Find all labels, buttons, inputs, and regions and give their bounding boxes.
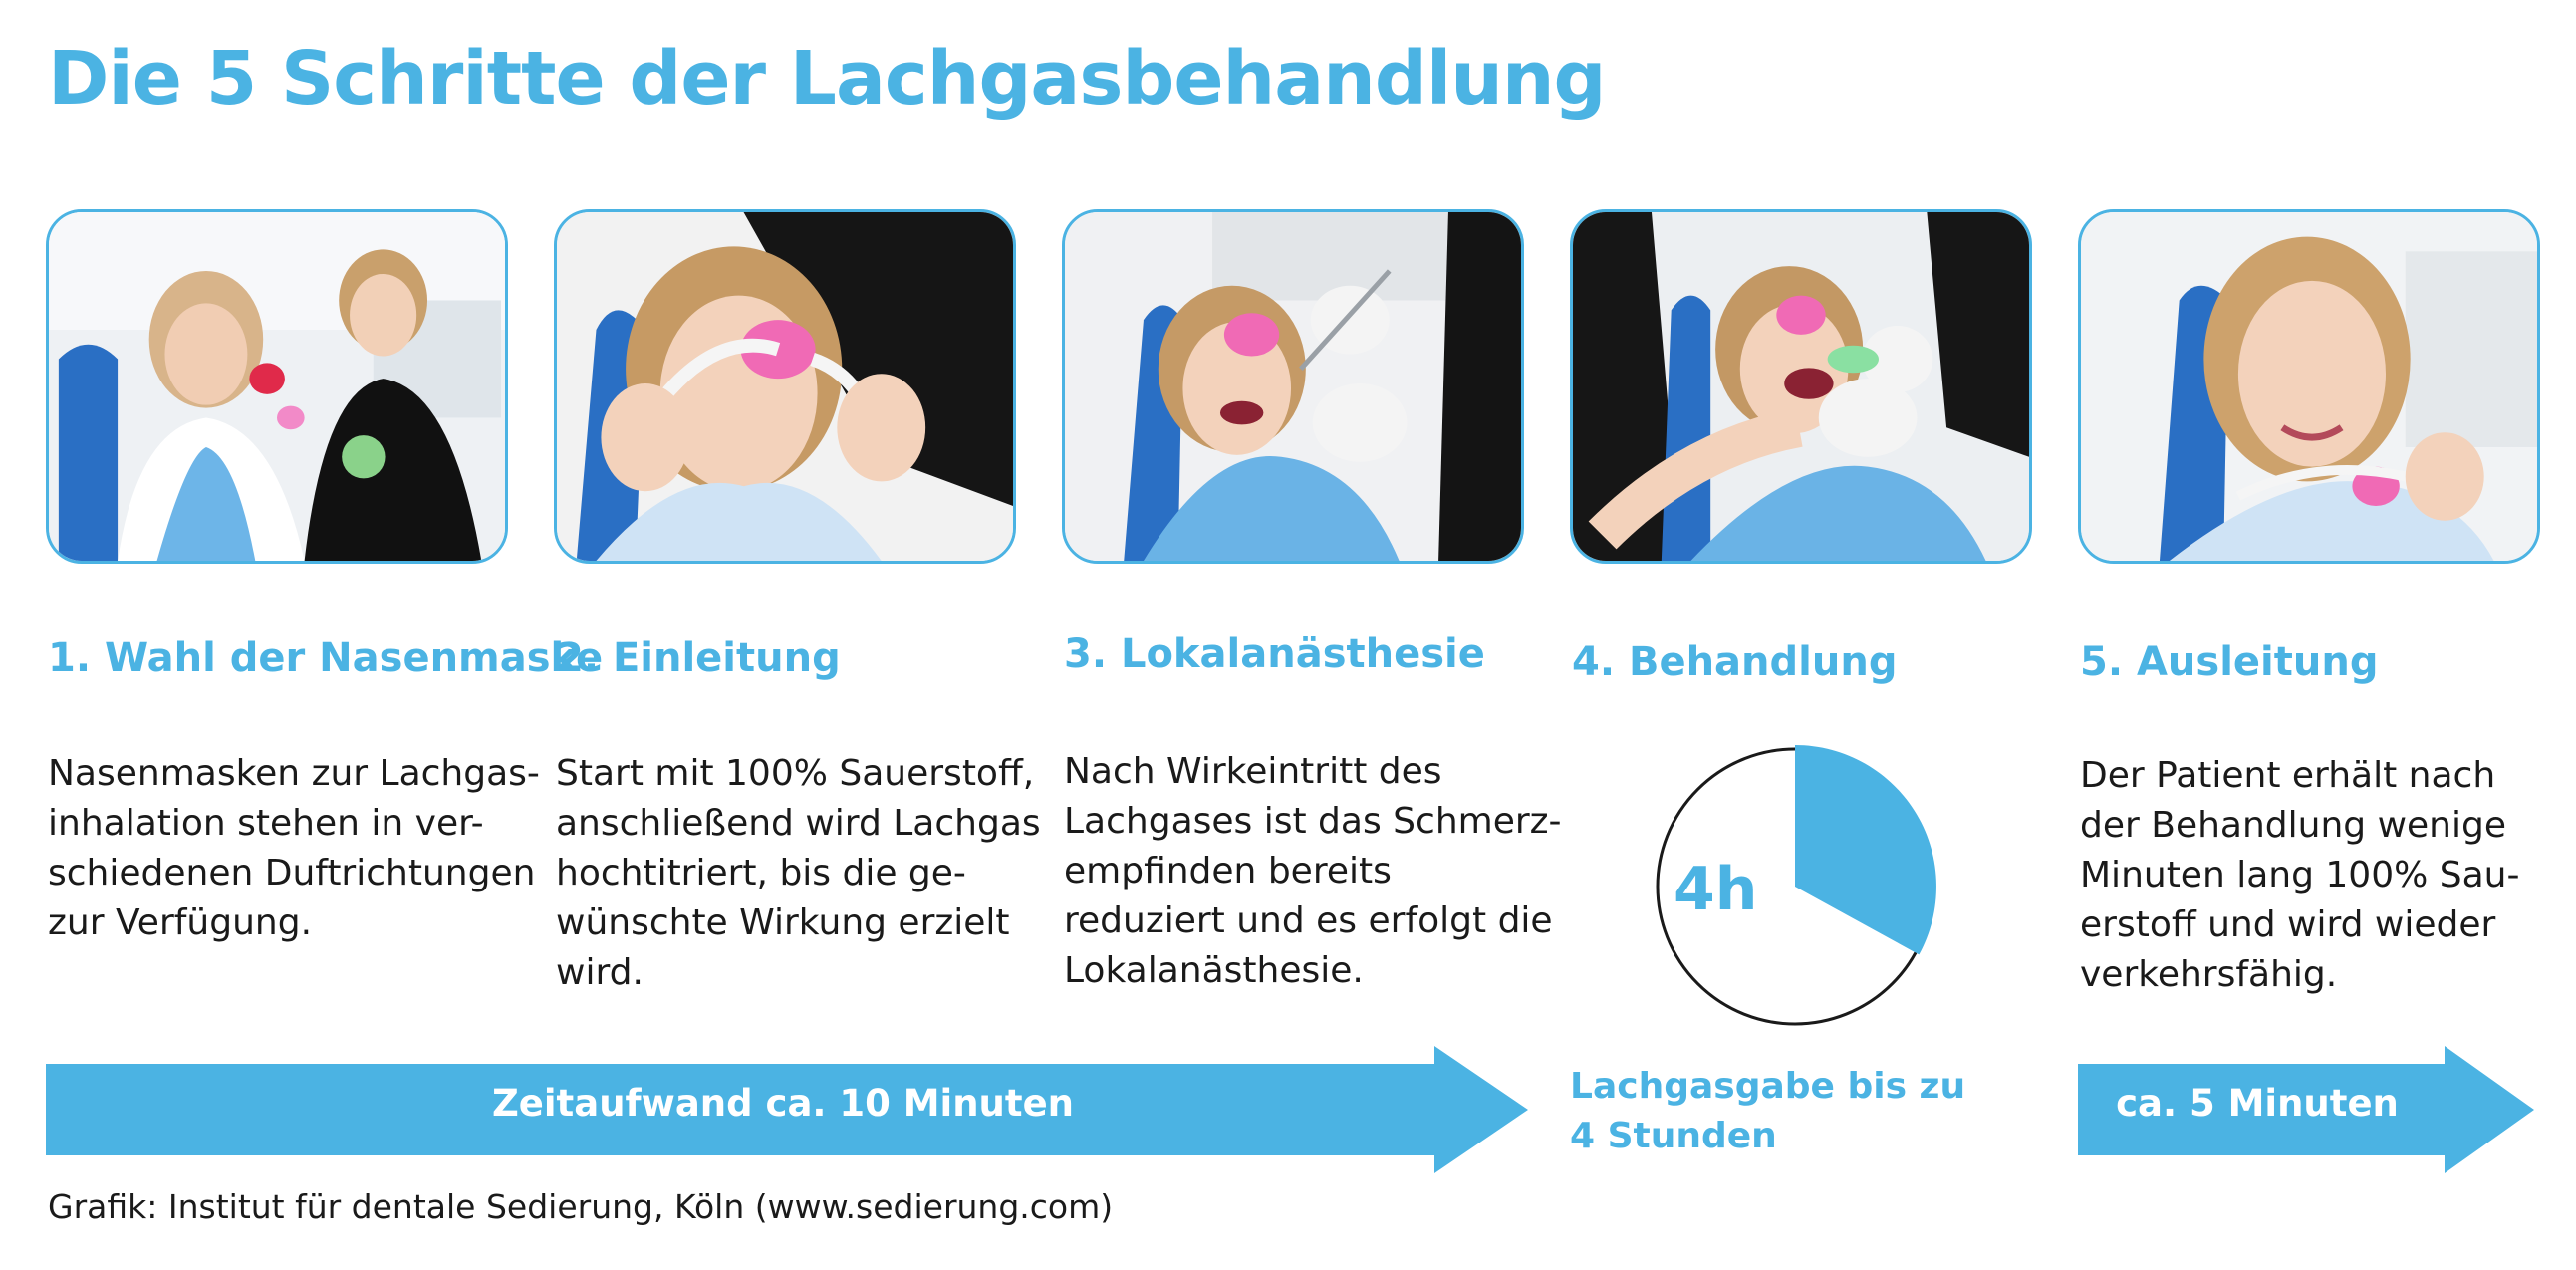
step-2-description: Start mit 100% Sauerstoff, anschließend wird Lachgas hochtitriert, bis die ge- wünschte Wirkung erzielt wird. [556, 753, 1041, 993]
photo-step-3 [1062, 209, 1524, 564]
step-5-title: 5. Ausleitung [2080, 639, 2379, 685]
step-1-description: Nasenmasken zur Lachgas- inhalation stehen in ver- schiedenen Duftrichtungen zur Verfügung. [48, 753, 540, 943]
photo-step-4 [1570, 209, 2032, 564]
end-duration-label: ca. 5 Minuten [2116, 1082, 2399, 1125]
photo-step-5 [2078, 209, 2540, 564]
step-3-title: 3. Lokalanästhesie [1064, 632, 1485, 677]
pie-label: 4h [1674, 855, 1758, 924]
main-duration-label: Zeitaufwand ca. 10 Minuten [491, 1082, 1075, 1125]
step-3-description: Nach Wirkeintritt des Lachgases ist das Schmerz- empfinden bereits reduziert und es erfolgt die Lokalanästhesie. [1064, 751, 1562, 991]
step-2-title: 2. Einleitung [556, 635, 841, 681]
source-credit: Grafik: Institut für dentale Sedierung, Köln (www.sedierung.com) [48, 1187, 1114, 1226]
page-title: Die 5 Schritte der Lachgasbehandlung [48, 36, 1606, 122]
step-5-description: Der Patient erhält nach der Behandlung wenige Minuten lang 100% Sau- erstoff und wird wieder verkehrsfähig. [2080, 755, 2520, 995]
photo-step-2 [554, 209, 1016, 564]
step-4-duration: Lachgasgabe bis zu 4 Stunden [1570, 1066, 1966, 1156]
step-4-title: 4. Behandlung [1572, 639, 1898, 685]
step-1-title: 1. Wahl der Nasenmaske [48, 635, 604, 681]
photo-step-1 [46, 209, 508, 564]
